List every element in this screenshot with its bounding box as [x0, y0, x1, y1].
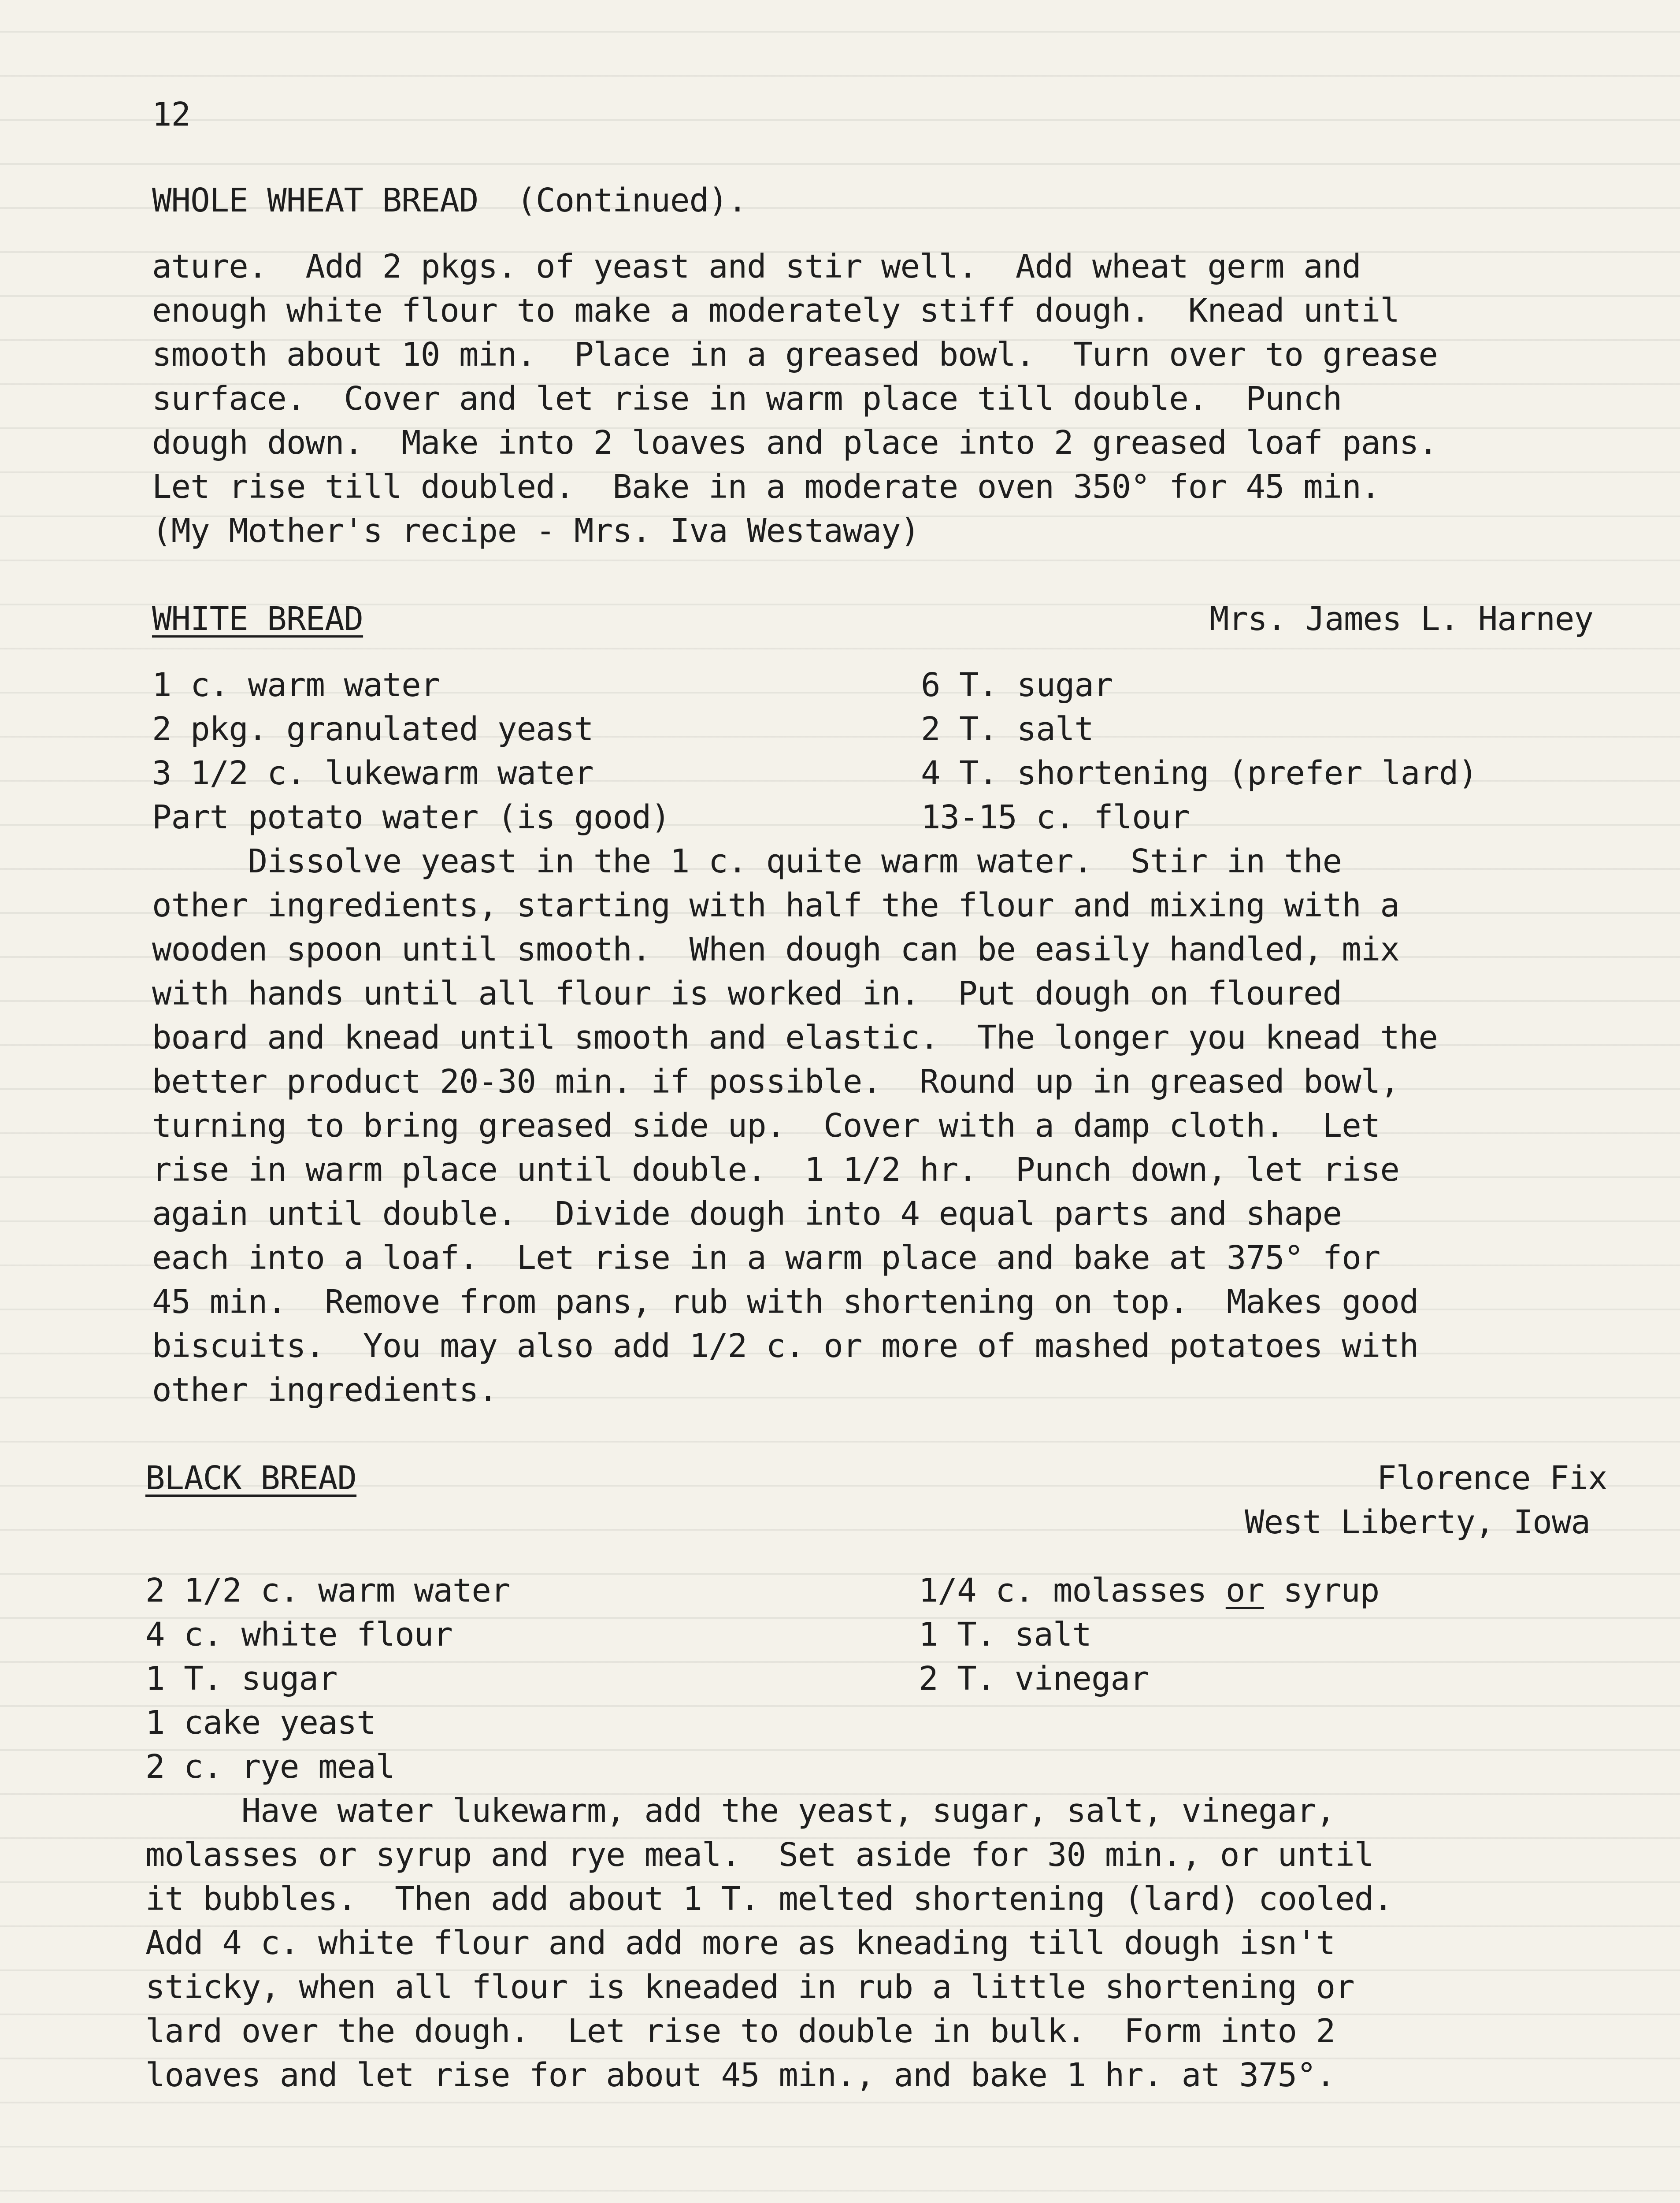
bb-ingredient-right-2: 2 T. vinegar [919, 1660, 1149, 1698]
bb-line-3: Add 4 c. white flour and add more as kneading till dough isn't [145, 1924, 1335, 1962]
bb-syrup-text: syrup [1264, 1572, 1380, 1610]
wb-line-3: with hands until all flour is worked in. Put dough on floured [152, 975, 1342, 1012]
wb-line-4: board and knead until smooth and elastic. The longer you knead the [152, 1019, 1438, 1057]
wb-line-8: again until double. Divide dough into 4 equal parts and shape [152, 1195, 1342, 1233]
bb-ingredient-left-0: 2 1/2 c. warm water [145, 1572, 510, 1610]
bb-line-1: molasses or syrup and rye meal. Set aside for 30 min., or until [145, 1836, 1374, 1874]
ww-heading: WHOLE WHEAT BREAD [152, 182, 478, 219]
wb-line-1: other ingredients, starting with half the flour and mixing with a [152, 886, 1399, 924]
ww-heading-suffix: (Continued). [516, 182, 747, 219]
wb-line-10: 45 min. Remove from pans, rub with shortening on top. Makes good [152, 1283, 1419, 1321]
bb-line-4: sticky, when all flour is kneaded in rub a little shortening or [145, 1968, 1354, 2006]
bb-ingredient-right-1: 1 T. salt [919, 1616, 1091, 1654]
bb-line-5: lard over the dough. Let rise to double in bulk. Form into 2 [145, 2012, 1335, 2050]
ww-line-0: ature. Add 2 pkgs. of yeast and stir well. Add wheat germ and [152, 248, 1361, 286]
wb-ingredient-right-3: 13-15 c. flour [921, 798, 1190, 836]
wb-line-2: wooden spoon until smooth. When dough can be easily handled, mix [152, 931, 1399, 968]
wb-ingredient-right-1: 2 T. salt [921, 710, 1094, 748]
bb-ingredient-left-4: 2 c. rye meal [145, 1748, 395, 1786]
bb-ingredient-left-3: 1 cake yeast [145, 1704, 376, 1742]
bb-ingredient-left-1: 4 c. white flour [145, 1616, 452, 1654]
wb-line-9: each into a loaf. Let rise in a warm place and bake at 375° for [152, 1239, 1380, 1277]
ww-line-3: surface. Cover and let rise in warm place till double. Punch [152, 380, 1342, 418]
bb-ingredient-left-2: 1 T. sugar [145, 1660, 337, 1698]
black-bread-location: West Liberty, Iowa [1245, 1503, 1590, 1541]
black-bread-author: Florence Fix [1377, 1459, 1607, 1497]
bb-line-6: loaves and let rise for about 45 min., and bake 1 hr. at 375°. [145, 2056, 1335, 2094]
ww-line-1: enough white flour to make a moderately stiff dough. Knead until [152, 292, 1399, 330]
wb-line-12: other ingredients. [152, 1371, 497, 1409]
wb-line-6: turning to bring greased side up. Cover with a damp cloth. Let [152, 1107, 1380, 1145]
bb-ingredient-right-0 [919, 1569, 1379, 1613]
ww-heading-line [152, 178, 747, 223]
wb-line-11: biscuits. You may also add 1/2 c. or more of mashed potatoes with [152, 1327, 1419, 1365]
wb-ingredient-left-1: 2 pkg. granulated yeast [152, 710, 593, 748]
wb-ingredient-left-2: 3 1/2 c. lukewarm water [152, 754, 593, 792]
wb-ingredient-left-3: Part potato water (is good) [152, 798, 670, 836]
wb-ingredient-left-0: 1 c. warm water [152, 666, 440, 704]
wb-line-0: Dissolve yeast in the 1 c. quite warm water. Stir in the [152, 842, 1342, 880]
ww-line-5: Let rise till doubled. Bake in a moderate oven 350° for 45 min. [152, 468, 1380, 506]
bb-line-0: Have water lukewarm, add the yeast, sugar, salt, vinegar, [145, 1792, 1335, 1830]
bb-or-underlined: or [1225, 1572, 1264, 1610]
ww-line-4: dough down. Make into 2 loaves and place into 2 greased loaf pans. [152, 424, 1438, 462]
bb-molasses-text: 1/4 c. molasses [919, 1572, 1226, 1610]
black-bread-title: BLACK BREAD [145, 1459, 357, 1497]
white-bread-author: Mrs. James L. Harney [1209, 600, 1594, 638]
wb-ingredient-right-2: 4 T. shortening (prefer lard) [921, 754, 1478, 792]
ww-line-6: (My Mother's recipe - Mrs. Iva Westaway) [152, 512, 920, 550]
white-bread-title: WHITE BREAD [152, 600, 363, 638]
bb-line-2: it bubbles. Then add about 1 T. melted shortening (lard) cooled. [145, 1880, 1393, 1918]
wb-ingredient-right-0: 6 T. sugar [921, 666, 1113, 704]
page-number: 12 [152, 96, 191, 134]
ww-line-2: smooth about 10 min. Place in a greased bowl. Turn over to grease [152, 336, 1438, 374]
wb-line-5: better product 20-30 min. if possible. Round up in greased bowl, [152, 1063, 1399, 1101]
wb-line-7: rise in warm place until double. 1 1/2 hr. Punch down, let rise [152, 1151, 1399, 1189]
